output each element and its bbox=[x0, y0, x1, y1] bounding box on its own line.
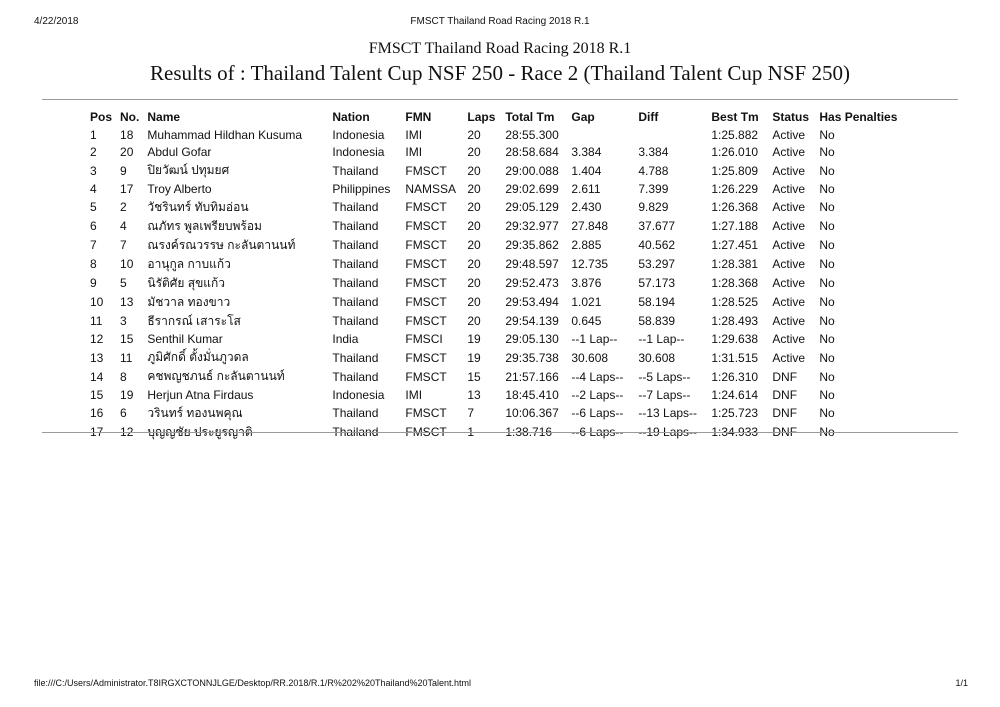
cell-pos: 3 bbox=[90, 163, 97, 178]
cell-gap: 2.611 bbox=[571, 181, 601, 196]
cell-has-penalties: No bbox=[819, 127, 835, 142]
cell-gap: 3.876 bbox=[571, 276, 602, 290]
cell-status: Active bbox=[772, 314, 806, 328]
cell-pos: 9 bbox=[90, 276, 97, 290]
cell-laps: 20 bbox=[467, 238, 481, 252]
cell-gap: 3.384 bbox=[571, 145, 602, 160]
cell-gap: --1 Lap-- bbox=[571, 332, 618, 347]
cell-status: Active bbox=[772, 238, 806, 252]
cell-has-penalties: No bbox=[819, 181, 835, 196]
document-subtitle: Results of : Thailand Talent Cup NSF 250 - Race 2 (Thailand Talent Cup NSF 250) bbox=[150, 61, 850, 85]
cell-status: DNF bbox=[772, 406, 798, 420]
cell-best-time: 1:24.614 bbox=[711, 387, 759, 402]
cell-total-time: 28:58.684 bbox=[505, 145, 559, 160]
cell-no: 8 bbox=[120, 369, 127, 384]
table-row bbox=[86, 386, 903, 404]
cell-no: 9 bbox=[120, 163, 127, 178]
cell-best-time: 1:31.515 bbox=[711, 350, 759, 365]
column-header-gap: Gap bbox=[571, 110, 595, 124]
cell-laps: 19 bbox=[467, 350, 481, 365]
cell-total-time: 29:48.597 bbox=[505, 257, 559, 271]
cell-pos: 1 bbox=[90, 127, 97, 142]
cell-pos: 8 bbox=[90, 257, 97, 271]
cell-has-penalties: No bbox=[819, 145, 835, 160]
cell-no: 13 bbox=[120, 295, 134, 309]
bottom-divider bbox=[42, 432, 958, 433]
cell-nation: Thailand bbox=[332, 163, 379, 178]
cell-laps: 20 bbox=[467, 219, 481, 233]
cell-nation: Philippines bbox=[332, 181, 391, 196]
cell-fmn: FMSCT bbox=[405, 350, 447, 365]
cell-diff: --13 Laps-- bbox=[638, 406, 698, 420]
column-header-fmn: FMN bbox=[405, 110, 432, 124]
cell-status: Active bbox=[772, 219, 806, 233]
cell-fmn: FMSCT bbox=[405, 200, 447, 214]
cell-diff: 57.173 bbox=[638, 276, 676, 290]
cell-diff: 53.297 bbox=[638, 257, 676, 271]
cell-total-time: 29:00.088 bbox=[505, 163, 559, 178]
cell-name: วรินทร์ ทองนพคุณ bbox=[147, 405, 243, 420]
cell-fmn: IMI bbox=[405, 127, 423, 142]
cell-nation: Indonesia bbox=[332, 387, 385, 402]
cell-diff: 58.839 bbox=[638, 314, 676, 328]
table-row bbox=[86, 236, 903, 255]
cell-gap: --6 Laps-- bbox=[571, 425, 624, 439]
cell-fmn: FMSCT bbox=[405, 257, 447, 271]
column-header-has-penalties: Has Penalties bbox=[819, 110, 898, 124]
cell-nation: Indonesia bbox=[332, 145, 385, 160]
cell-best-time: 1:28.493 bbox=[711, 314, 759, 328]
cell-nation: Indonesia bbox=[332, 127, 385, 142]
cell-nation: Thailand bbox=[332, 295, 379, 309]
cell-laps: 7 bbox=[467, 406, 475, 420]
column-header-nation: Nation bbox=[332, 110, 370, 124]
cell-no: 3 bbox=[120, 314, 127, 328]
cell-name: ภูมิศักดิ์ ตั้งมั่นภูวดล bbox=[147, 350, 249, 364]
cell-fmn: FMSCT bbox=[405, 406, 447, 420]
cell-gap: --6 Laps-- bbox=[571, 406, 624, 420]
cell-total-time: 29:53.494 bbox=[505, 295, 559, 309]
cell-name: Abdul Gofar bbox=[147, 145, 212, 160]
cell-pos: 11 bbox=[90, 314, 103, 328]
cell-name: บุญญชัย ประยูรญาติ bbox=[147, 424, 253, 439]
cell-laps: 1 bbox=[467, 425, 475, 439]
cell-no: 6 bbox=[120, 406, 127, 420]
cell-status: Active bbox=[772, 332, 806, 347]
cell-diff: 4.788 bbox=[638, 163, 669, 178]
cell-status: Active bbox=[772, 257, 806, 271]
cell-laps: 20 bbox=[467, 295, 481, 309]
cell-has-penalties: No bbox=[819, 163, 835, 178]
cell-name: ปิยวัฒน์ ปทุมยศ bbox=[147, 163, 230, 177]
cell-name: Senthil Kumar bbox=[147, 332, 223, 347]
cell-has-penalties: No bbox=[819, 276, 835, 290]
cell-pos: 12 bbox=[90, 332, 104, 347]
cell-no: 7 bbox=[120, 238, 127, 252]
cell-diff: 40.562 bbox=[638, 238, 676, 252]
cell-nation: Thailand bbox=[332, 406, 379, 420]
cell-status: Active bbox=[772, 350, 806, 365]
cell-name: อานุกูล กาบแก้ว bbox=[147, 256, 231, 271]
cell-total-time: 29:05.130 bbox=[505, 332, 559, 347]
cell-best-time: 1:26.010 bbox=[711, 145, 759, 160]
cell-laps: 20 bbox=[467, 127, 481, 142]
cell-pos: 15 bbox=[90, 387, 104, 402]
cell-diff: 7.399 bbox=[638, 181, 669, 196]
cell-best-time: 1:28.381 bbox=[711, 257, 759, 271]
column-header-no: No. bbox=[120, 110, 140, 124]
cell-total-time: 29:54.139 bbox=[505, 314, 559, 328]
cell-gap: 2.430 bbox=[571, 200, 602, 214]
cell-diff: --1 Lap-- bbox=[638, 332, 685, 347]
cell-total-time: 10:06.367 bbox=[505, 406, 559, 420]
cell-has-penalties: No bbox=[819, 314, 835, 328]
cell-pos: 14 bbox=[90, 369, 104, 384]
column-header-name: Name bbox=[147, 110, 181, 124]
cell-gap bbox=[567, 126, 634, 144]
cell-name: Herjun Atna Firdaus bbox=[147, 387, 254, 402]
cell-best-time: 1:25.882 bbox=[711, 127, 759, 142]
cell-gap: --4 Laps-- bbox=[571, 369, 624, 384]
cell-diff: --7 Laps-- bbox=[638, 387, 691, 402]
cell-gap: --2 Laps-- bbox=[571, 387, 624, 402]
column-header-laps: Laps bbox=[467, 110, 496, 124]
table-row bbox=[86, 161, 903, 180]
cell-diff: 3.384 bbox=[638, 145, 669, 160]
cell-fmn: IMI bbox=[405, 387, 423, 402]
cell-diff bbox=[634, 126, 707, 144]
cell-pos: 5 bbox=[90, 200, 97, 214]
top-divider bbox=[42, 99, 958, 100]
column-header-pos: Pos bbox=[90, 110, 113, 124]
cell-laps: 20 bbox=[467, 314, 481, 328]
cell-gap: 2.885 bbox=[571, 238, 602, 252]
cell-laps: 20 bbox=[467, 163, 481, 178]
cell-total-time: 28:55.300 bbox=[505, 127, 559, 142]
cell-fmn: FMSCT bbox=[405, 314, 447, 328]
cell-has-penalties: No bbox=[819, 200, 835, 214]
cell-best-time: 1:26.310 bbox=[711, 369, 759, 384]
cell-total-time: 1:38.716 bbox=[505, 425, 553, 439]
cell-no: 17 bbox=[120, 181, 134, 196]
print-header-date: 4/22/2018 bbox=[34, 16, 79, 27]
cell-nation: Thailand bbox=[332, 369, 379, 384]
column-header-status: Status bbox=[772, 110, 810, 124]
table-row bbox=[86, 293, 903, 312]
cell-fmn: FMSCT bbox=[405, 369, 447, 384]
cell-nation: Thailand bbox=[332, 276, 379, 290]
cell-nation: Thailand bbox=[332, 425, 379, 439]
cell-best-time: 1:25.809 bbox=[711, 163, 759, 178]
cell-best-time: 1:34.933 bbox=[711, 425, 759, 439]
cell-laps: 20 bbox=[467, 200, 481, 214]
table-row bbox=[86, 312, 903, 331]
cell-name: นิรัติศัย สุขแก้ว bbox=[147, 275, 226, 290]
cell-fmn: FMSCT bbox=[405, 276, 447, 290]
cell-fmn: IMI bbox=[405, 145, 423, 160]
cell-total-time: 18:45.410 bbox=[505, 387, 559, 402]
print-footer-url: file:///C:/Users/Administrator.T8IRGXCTONNJLGE/Desktop/RR.2018/R.1/R%202%20Thailand%20Talent.html bbox=[34, 678, 472, 688]
cell-nation: Thailand bbox=[332, 238, 379, 252]
cell-best-time: 1:28.525 bbox=[711, 295, 759, 309]
table-row bbox=[86, 198, 903, 217]
cell-gap: 1.021 bbox=[571, 295, 602, 309]
cell-fmn: FMSCT bbox=[405, 295, 447, 309]
results-table-body bbox=[86, 126, 903, 442]
cell-gap: 27.848 bbox=[571, 219, 609, 233]
cell-pos: 2 bbox=[90, 145, 97, 160]
table-row bbox=[86, 180, 903, 198]
cell-fmn: FMSCT bbox=[405, 219, 447, 233]
cell-status: Active bbox=[772, 145, 806, 160]
cell-total-time: 29:05.129 bbox=[505, 200, 559, 214]
cell-pos: 10 bbox=[90, 295, 104, 309]
cell-fmn: FMSCT bbox=[405, 425, 447, 439]
cell-best-time: 1:26.229 bbox=[711, 181, 759, 196]
cell-name: คชพญชภนธ์ กะลันตานนท์ bbox=[147, 369, 285, 383]
table-row bbox=[86, 126, 903, 144]
cell-name: Muhammad Hildhan Kusuma bbox=[147, 127, 303, 142]
cell-fmn: NAMSSA bbox=[405, 181, 457, 196]
cell-gap: 12.735 bbox=[571, 257, 609, 271]
cell-laps: 20 bbox=[467, 276, 481, 290]
column-header-total-time: Total Tm bbox=[505, 110, 555, 124]
cell-best-time: 1:27.188 bbox=[711, 219, 759, 233]
cell-name: วัชรินทร์ ทับทิมอ่อน bbox=[147, 199, 249, 214]
cell-pos: 7 bbox=[90, 238, 97, 252]
cell-diff: 37.677 bbox=[638, 219, 676, 233]
cell-has-penalties: No bbox=[819, 238, 835, 252]
cell-pos: 13 bbox=[90, 350, 104, 365]
cell-has-penalties: No bbox=[819, 425, 835, 439]
cell-laps: 20 bbox=[467, 257, 481, 271]
cell-total-time: 29:35.738 bbox=[505, 350, 559, 365]
cell-laps: 15 bbox=[467, 369, 481, 384]
cell-no: 10 bbox=[120, 257, 134, 271]
cell-has-penalties: No bbox=[819, 350, 835, 365]
cell-status: DNF bbox=[772, 369, 798, 384]
print-header-title: FMSCT Thailand Road Racing 2018 R.1 bbox=[410, 16, 590, 27]
cell-best-time: 1:28.368 bbox=[711, 276, 759, 290]
cell-nation: India bbox=[332, 332, 359, 347]
cell-nation: Thailand bbox=[332, 200, 379, 214]
cell-status: Active bbox=[772, 276, 806, 290]
column-header-diff: Diff bbox=[638, 110, 659, 124]
cell-best-time: 1:26.368 bbox=[711, 200, 759, 214]
cell-diff: --5 Laps-- bbox=[638, 369, 691, 384]
cell-name: มัชวาล ทองขาว bbox=[147, 294, 231, 309]
cell-has-penalties: No bbox=[819, 332, 835, 347]
table-header-row bbox=[86, 108, 903, 126]
cell-diff: --19 Laps-- bbox=[638, 425, 698, 439]
cell-fmn: FMSCT bbox=[405, 238, 447, 252]
cell-total-time: 21:57.166 bbox=[505, 369, 559, 384]
cell-has-penalties: No bbox=[819, 295, 835, 309]
document-title: FMSCT Thailand Road Racing 2018 R.1 bbox=[368, 40, 632, 57]
cell-laps: 20 bbox=[467, 145, 481, 160]
cell-laps: 20 bbox=[467, 181, 481, 196]
cell-has-penalties: No bbox=[819, 369, 835, 384]
column-header-best-time: Best Tm bbox=[711, 110, 759, 124]
table-row bbox=[86, 144, 903, 162]
table-row bbox=[86, 255, 903, 274]
cell-fmn: FMSCT bbox=[405, 163, 447, 178]
cell-name: ณรงค์รณวรรษ กะลันตานนท์ bbox=[147, 237, 296, 252]
cell-no: 5 bbox=[120, 276, 127, 290]
cell-status: Active bbox=[772, 163, 806, 178]
cell-no: 18 bbox=[120, 127, 134, 142]
cell-pos: 17 bbox=[90, 425, 104, 439]
table-row bbox=[86, 217, 903, 236]
cell-diff: 30.608 bbox=[638, 350, 676, 365]
cell-laps: 19 bbox=[467, 332, 481, 347]
cell-name: ธีรากรณ์ เสาระโส bbox=[147, 313, 241, 328]
cell-no: 4 bbox=[120, 219, 127, 233]
cell-laps: 13 bbox=[467, 387, 481, 402]
cell-has-penalties: No bbox=[819, 219, 835, 233]
table-row bbox=[86, 331, 903, 349]
cell-best-time: 1:27.451 bbox=[711, 238, 759, 252]
cell-total-time: 29:02.699 bbox=[505, 181, 559, 196]
cell-total-time: 29:35.862 bbox=[505, 238, 559, 252]
table-row bbox=[86, 404, 903, 423]
cell-no: 11 bbox=[120, 350, 133, 365]
cell-has-penalties: No bbox=[819, 257, 835, 271]
cell-no: 2 bbox=[120, 200, 127, 214]
cell-has-penalties: No bbox=[819, 406, 835, 420]
cell-pos: 16 bbox=[90, 406, 104, 420]
table-row bbox=[86, 348, 903, 367]
cell-pos: 4 bbox=[90, 181, 97, 196]
cell-total-time: 29:52.473 bbox=[505, 276, 559, 290]
cell-gap: 0.645 bbox=[571, 314, 602, 328]
cell-status: Active bbox=[772, 295, 806, 309]
cell-diff: 58.194 bbox=[638, 295, 676, 309]
cell-diff: 9.829 bbox=[638, 200, 669, 214]
cell-status: Active bbox=[772, 127, 806, 142]
cell-status: Active bbox=[772, 200, 806, 214]
print-footer-page-number: 1/1 bbox=[955, 678, 968, 688]
cell-status: DNF bbox=[772, 387, 798, 402]
results-table bbox=[86, 108, 903, 442]
cell-no: 12 bbox=[120, 425, 134, 439]
cell-status: Active bbox=[772, 181, 806, 196]
cell-name: Troy Alberto bbox=[147, 181, 212, 196]
cell-total-time: 29:32.977 bbox=[505, 219, 559, 233]
cell-best-time: 1:25.723 bbox=[711, 406, 759, 420]
cell-nation: Thailand bbox=[332, 257, 379, 271]
cell-no: 20 bbox=[120, 145, 134, 160]
cell-best-time: 1:29.638 bbox=[711, 332, 759, 347]
table-row bbox=[86, 274, 903, 293]
cell-status: DNF bbox=[772, 425, 798, 439]
cell-nation: Thailand bbox=[332, 219, 379, 233]
cell-nation: Thailand bbox=[332, 350, 379, 365]
cell-gap: 30.608 bbox=[571, 350, 609, 365]
cell-no: 15 bbox=[120, 332, 134, 347]
cell-fmn: FMSCI bbox=[405, 332, 443, 347]
cell-no: 19 bbox=[120, 387, 134, 402]
cell-gap: 1.404 bbox=[571, 163, 602, 178]
cell-pos: 6 bbox=[90, 219, 97, 233]
cell-has-penalties: No bbox=[819, 387, 835, 402]
cell-name: ณภัทร พูลเพรียบพร้อม bbox=[147, 218, 262, 233]
table-row bbox=[86, 367, 903, 386]
cell-nation: Thailand bbox=[332, 314, 379, 328]
